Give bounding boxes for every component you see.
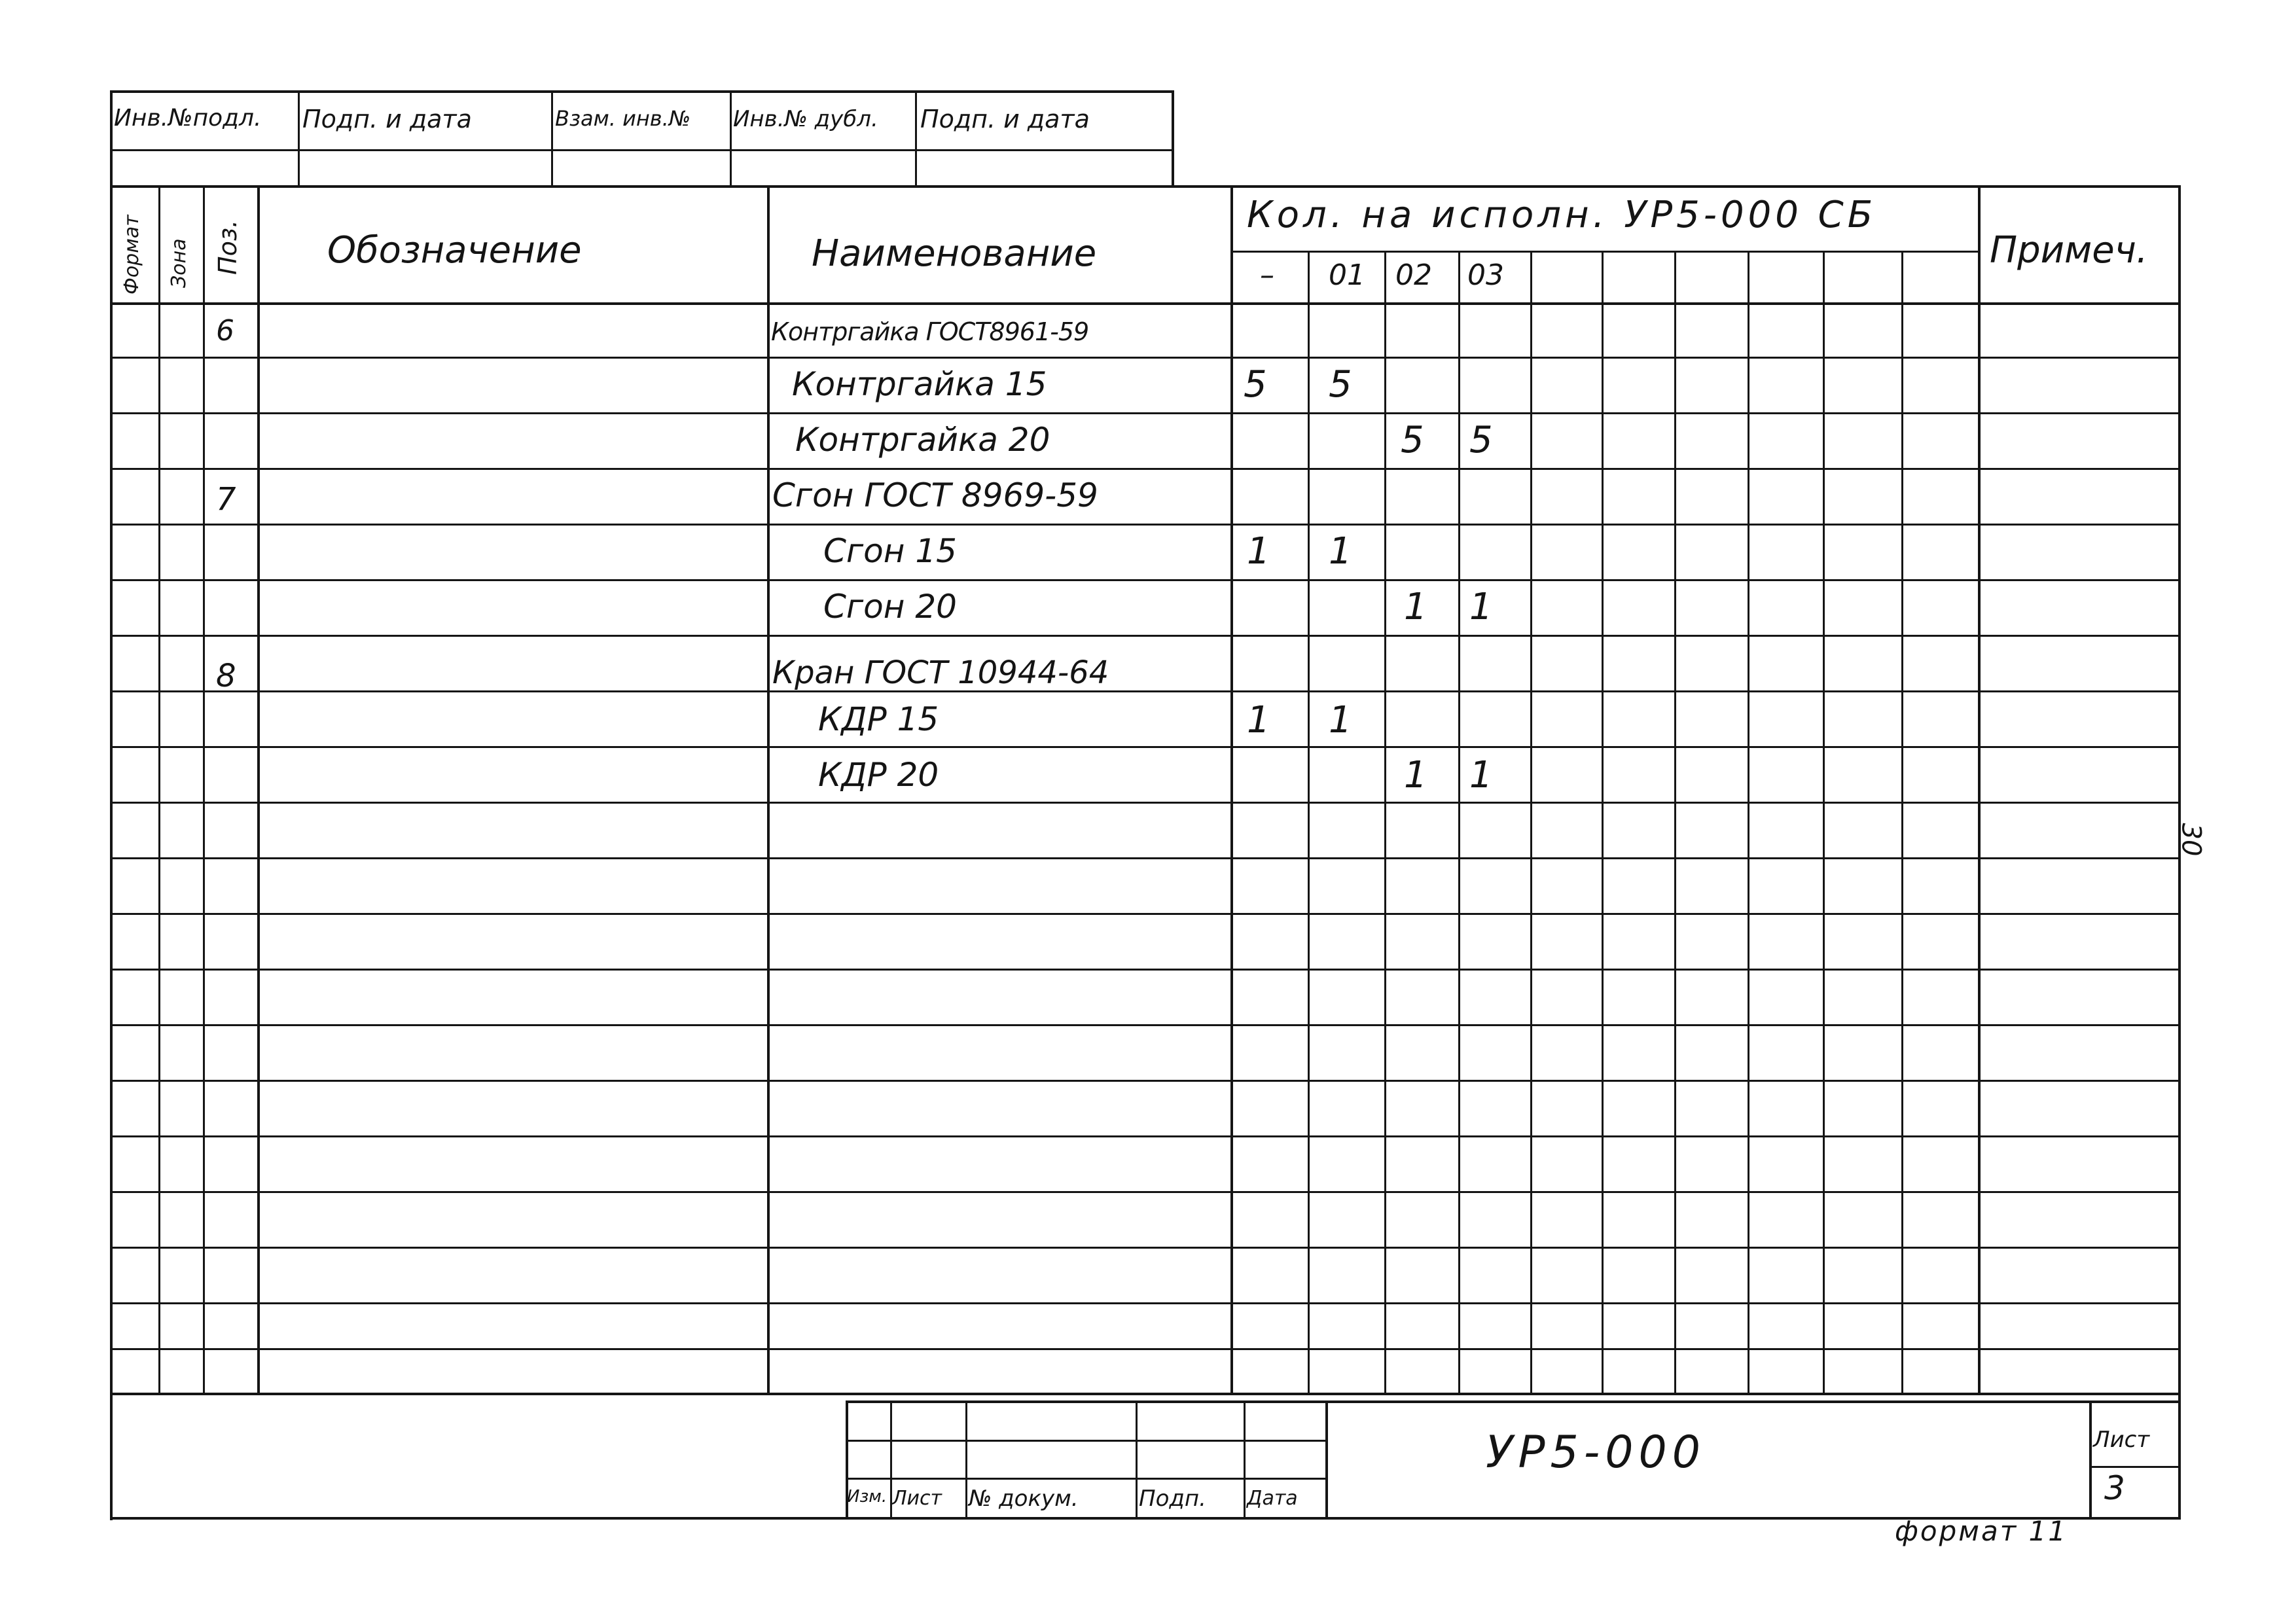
side-mark: 30 bbox=[2176, 823, 2206, 857]
header-zone: Зона bbox=[168, 238, 190, 288]
row-qty-02: 1 bbox=[1404, 586, 1427, 628]
sheet-number: 3 bbox=[2104, 1469, 2125, 1507]
row-name: Сгон 15 bbox=[823, 532, 957, 570]
header-variant-01: 01 bbox=[1329, 259, 1365, 292]
row-pos: 7 bbox=[216, 481, 236, 518]
doc-code: УР5-000 bbox=[1486, 1427, 1706, 1478]
stamp-label-vzam-inv: Взам. инв.№ bbox=[555, 106, 691, 131]
header-name: Наименование bbox=[812, 232, 1097, 275]
row-qty-02: 5 bbox=[1401, 419, 1424, 461]
header-designation: Обозначение bbox=[327, 229, 582, 272]
row-pos: 6 bbox=[216, 314, 234, 348]
row-qty-01: 5 bbox=[1329, 363, 1352, 406]
header-format: Формат bbox=[120, 215, 143, 294]
title-label-izm: Изм. bbox=[847, 1487, 888, 1507]
row-qty-base: 1 bbox=[1247, 530, 1270, 573]
row-pos: 8 bbox=[216, 658, 236, 694]
row-qty-03: 1 bbox=[1469, 586, 1493, 628]
row-qty-03: 5 bbox=[1469, 419, 1493, 461]
header-qty-title: Кол. на исполн. УР5-000 СБ bbox=[1247, 194, 1877, 236]
title-label-list: Лист bbox=[892, 1487, 942, 1510]
row-name: Сгон 20 bbox=[823, 588, 957, 626]
row-name: КДР 15 bbox=[818, 700, 939, 738]
row-qty-01: 1 bbox=[1329, 699, 1352, 741]
sheet-label: Лист bbox=[2093, 1427, 2150, 1453]
row-qty-03: 1 bbox=[1469, 754, 1493, 796]
stamp-label-podp-data: Подп. и дата bbox=[302, 105, 472, 134]
row-name: Контргайка 20 bbox=[795, 421, 1050, 459]
header-note: Примеч. bbox=[1990, 229, 2148, 272]
row-qty-02: 1 bbox=[1404, 754, 1427, 796]
title-label-data: Дата bbox=[1247, 1487, 1298, 1510]
row-name: Контргайка ГОСТ8961-59 bbox=[771, 317, 1089, 346]
header-variant-02: 02 bbox=[1395, 259, 1432, 292]
row-name: Сгон ГОСТ 8969-59 bbox=[772, 476, 1098, 514]
row-qty-01: 1 bbox=[1329, 530, 1352, 573]
row-name: Кран ГОСТ 10944-64 bbox=[772, 654, 1109, 691]
header-pos: Поз. bbox=[213, 219, 242, 275]
title-label-podp: Подп. bbox=[1139, 1486, 1206, 1512]
header-variant-base: – bbox=[1260, 259, 1274, 292]
header-variant-03: 03 bbox=[1467, 259, 1504, 292]
title-label-doc-number: № докум. bbox=[969, 1486, 1079, 1512]
stamp-label-podp-data-2: Подп. и дата bbox=[920, 105, 1090, 134]
stamp-label-inv-podl: Инв.№подл. bbox=[114, 105, 262, 132]
format-label: формат 11 bbox=[1895, 1515, 2068, 1547]
row-qty-base: 1 bbox=[1247, 699, 1270, 741]
row-name: КДР 20 bbox=[818, 756, 939, 794]
row-name: Контргайка 15 bbox=[792, 365, 1047, 403]
stamp-label-inv-dubl: Инв.№ дубл. bbox=[733, 106, 878, 132]
row-qty-base: 5 bbox=[1244, 363, 1267, 406]
